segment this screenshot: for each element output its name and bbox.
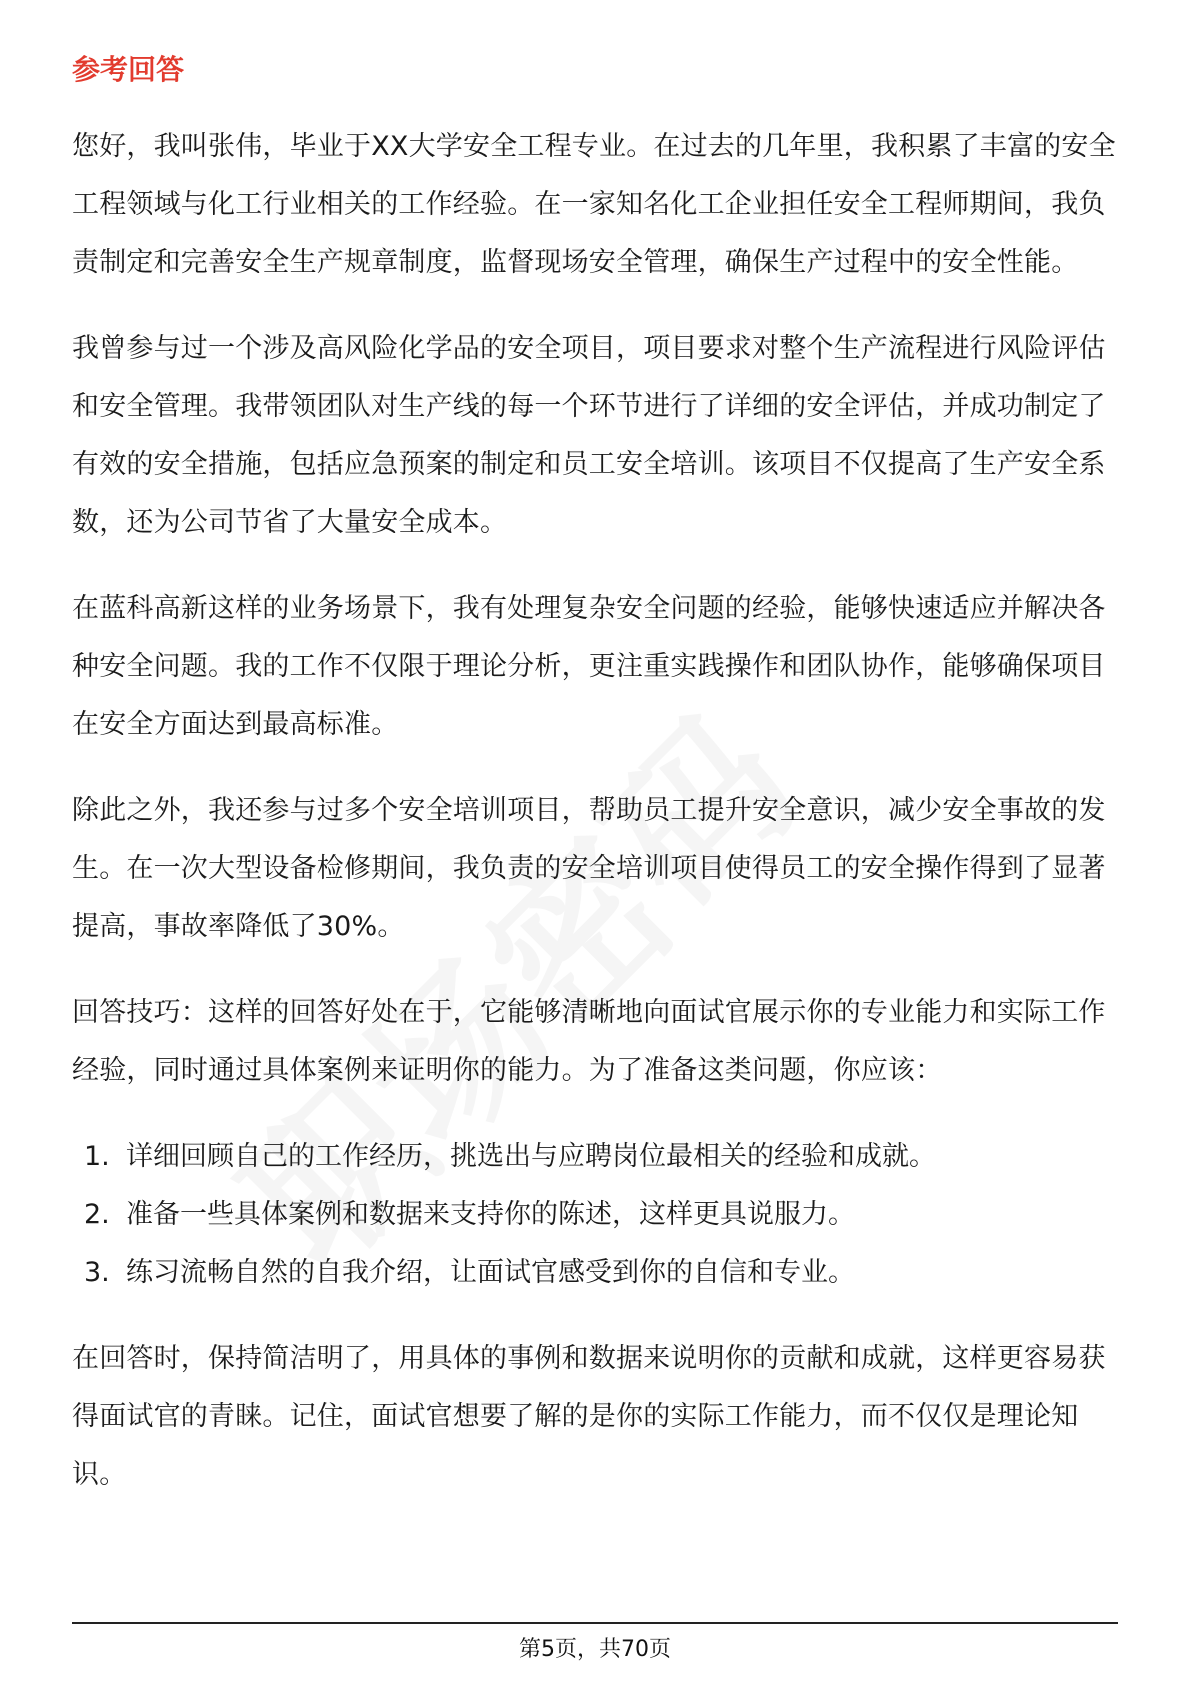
list-item	[72, 1128, 1118, 1186]
list-item-text: 详细回顾自己的工作经历，挑选出与应聘岗位最相关的经验和成就。	[126, 1141, 936, 1172]
paragraph-tips: 回答技巧：这样的回答好处在于，它能够清晰地向面试官展示你的专业能力和实际工作经验，同时通过具体案例来证明你的能力。为了准备这类问题，你应该：	[72, 997, 1106, 1086]
tips-list	[72, 1128, 1118, 1302]
document-page	[72, 46, 1118, 1532]
paragraph-closing: 在回答时，保持简洁明了，用具体的事例和数据来说明你的贡献和成就，这样更容易获得面试官的青睐。记住，面试官想要了解的是你的实际工作能力，而不仅仅是理论知识。	[72, 1343, 1106, 1490]
page-number: 第5页，共70页	[519, 1637, 671, 1662]
list-item-number: 3.	[84, 1257, 110, 1288]
list-item-text: 练习流畅自然的自我介绍，让面试官感受到你的自信和专业。	[126, 1257, 855, 1288]
paragraph-intro: 您好，我叫张伟，毕业于XX大学安全工程专业。在过去的几年里，我积累了丰富的安全工程领域与化工行业相关的工作经验。在一家知名化工企业担任安全工程师期间，我负责制定和完善安全生产规章制度，监督现场安全管理，确保生产过程中的安全性能。	[72, 131, 1116, 278]
paragraph-scenario: 在蓝科高新这样的业务场景下，我有处理复杂安全问题的经验，能够快速适应并解决各种安全问题。我的工作不仅限于理论分析，更注重实践操作和团队协作，能够确保项目在安全方面达到最高标准。	[72, 593, 1106, 740]
list-item	[72, 1186, 1118, 1244]
list-item-text: 准备一些具体案例和数据来支持你的陈述，这样更具说服力。	[126, 1199, 855, 1230]
section-heading: 参考回答	[72, 53, 185, 86]
footer-divider	[72, 1622, 1118, 1624]
list-item-number: 1.	[84, 1141, 110, 1172]
paragraph-project: 我曾参与过一个涉及高风险化学品的安全项目，项目要求对整个生产流程进行风险评估和安全管理。我带领团队对生产线的每一个环节进行了详细的安全评估，并成功制定了有效的安全措施，包括应急预案的制定和员工安全培训。该项目不仅提高了生产安全系数，还为公司节省了大量安全成本。	[72, 333, 1106, 538]
list-item-number: 2.	[84, 1199, 110, 1230]
list-item	[72, 1244, 1118, 1302]
paragraph-training: 除此之外，我还参与过多个安全培训项目，帮助员工提升安全意识，减少安全事故的发生。在一次大型设备检修期间，我负责的安全培训项目使得员工的安全操作得到了显著提高，事故率降低了30%。	[72, 795, 1106, 942]
